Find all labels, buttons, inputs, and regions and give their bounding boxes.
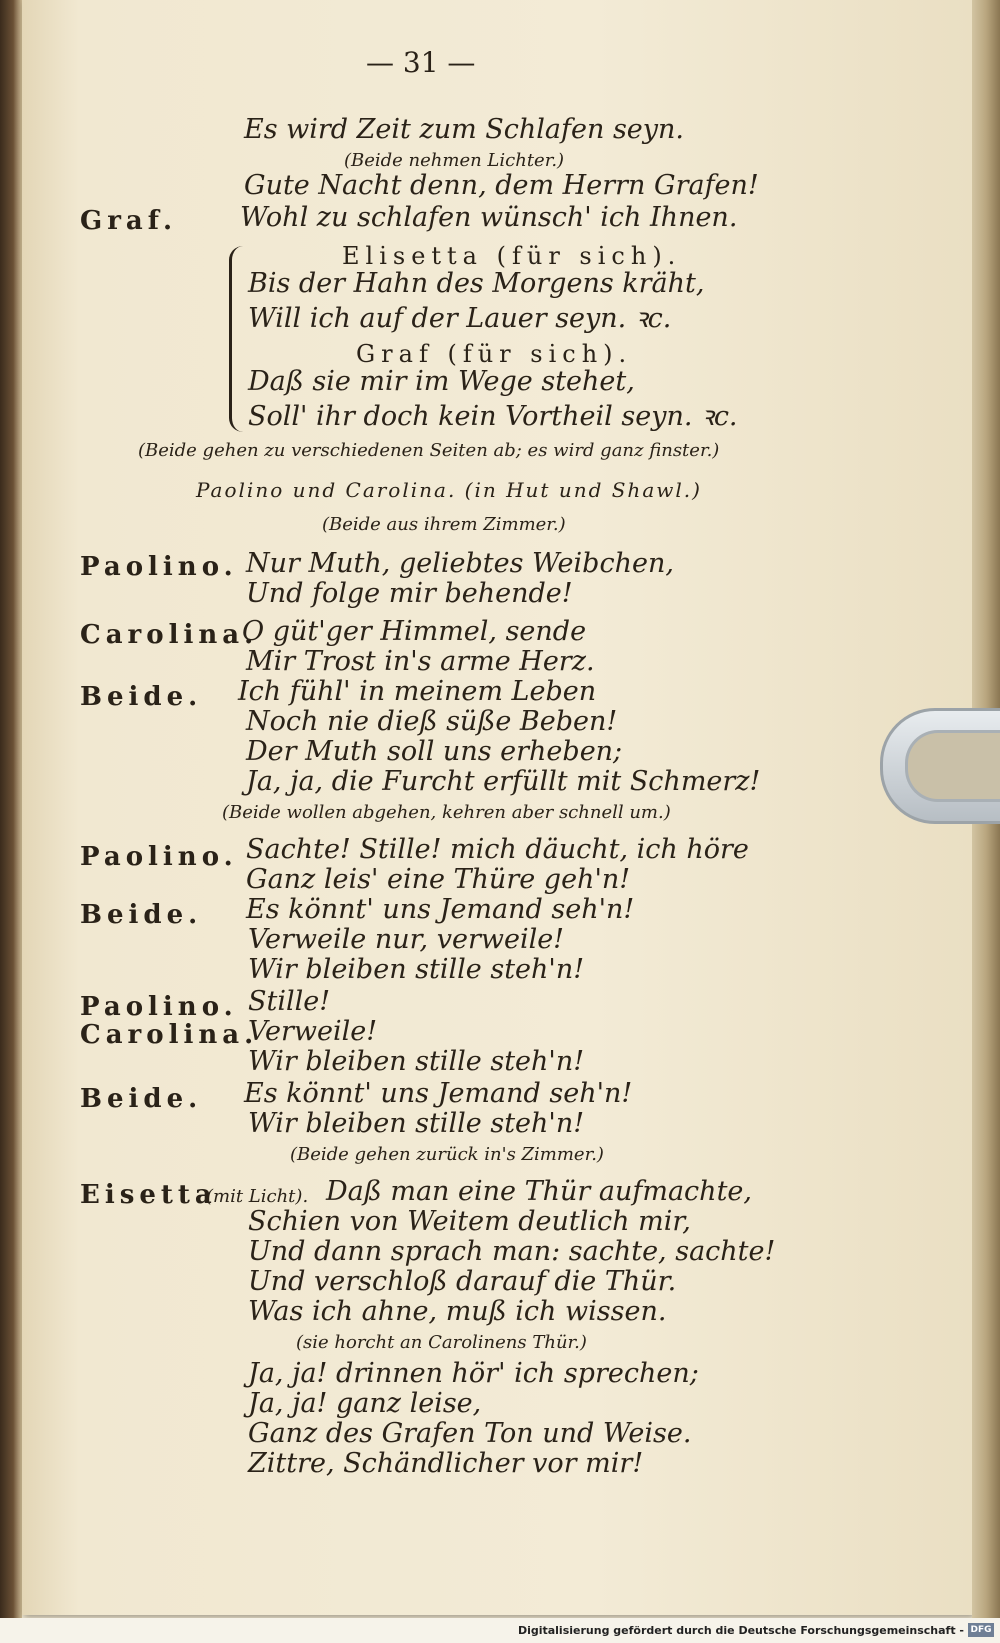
verse-line: Daß man eine Thür aufmachte, [326, 1176, 752, 1207]
verse-line: Der Muth soll uns erheben; [246, 736, 623, 767]
verse-line: Bis der Hahn des Morgens kräht, [248, 268, 705, 299]
page-number: — 31 — [366, 46, 476, 79]
verse-line: Wir bleiben stille steh'n! [248, 1108, 585, 1139]
brace-bracket [229, 246, 246, 432]
verse-line: Schien von Weitem deutlich mir, [248, 1206, 691, 1237]
speaker-label: Paolino. [80, 552, 238, 582]
book-spine [0, 0, 22, 1643]
speaker-label: Beide. [80, 1084, 203, 1114]
stage-direction: Paolino und Carolina. (in Hut und Shawl.) [196, 478, 702, 502]
verse-line: O güt'ger Himmel, sende [242, 616, 587, 647]
speaker-label: Paolino. [80, 842, 238, 872]
stage-direction: (Beide nehmen Lichter.) [344, 150, 565, 171]
verse-line: Wir bleiben stille steh'n! [248, 1046, 585, 1077]
verse-line: Nur Muth, geliebtes Weibchen, [246, 548, 674, 579]
verse-line: Mir Trost in's arme Herz. [246, 646, 595, 677]
verse-line: Ganz des Grafen Ton und Weise. [248, 1418, 692, 1449]
verse-line: Ja, ja, die Furcht erfüllt mit Schmerz! [246, 766, 761, 797]
verse-line: Was ich ahne, muß ich wissen. [248, 1296, 667, 1327]
verse-line: Sachte! Stille! mich däucht, ich höre [246, 834, 749, 865]
speaker-label: Eisetta [80, 1180, 217, 1210]
stage-direction: (Beide gehen zu verschiedenen Seiten ab; es wird ganz finster.) [138, 440, 720, 461]
verse-line: Ich fühl' in meinem Leben [238, 676, 597, 707]
paper-clip-inner [905, 730, 1000, 802]
dfg-logo: DFG [968, 1623, 994, 1637]
verse-line: Verweile nur, verweile! [248, 924, 565, 955]
stage-direction: (mit Licht). [206, 1186, 309, 1207]
digitization-credit: Digitalisierung gefördert durch die Deutsche Forschungsgemeinschaft - [517, 1624, 964, 1637]
speaker-heading: Graf (für sich). [356, 340, 633, 368]
speaker-label: Carolina. [80, 620, 259, 650]
verse-line: Zittre, Schändlicher vor mir! [248, 1448, 644, 1479]
speaker-label: Graf. [80, 206, 178, 236]
verse-line: Und dann sprach man: sachte, sachte! [248, 1236, 776, 1267]
stage-direction: (Beide aus ihrem Zimmer.) [322, 514, 566, 535]
speaker-label: Paolino. [80, 992, 238, 1022]
stage-direction: (Beide gehen zurück in's Zimmer.) [290, 1144, 604, 1165]
verse-line: Noch nie dieß süße Beben! [246, 706, 618, 737]
verse-line: Wohl zu schlafen wünsch' ich Ihnen. [240, 202, 738, 233]
verse-line: Will ich auf der Lauer seyn. ꝛc. [248, 303, 672, 334]
verse-line: Ganz leis' eine Thüre geh'n! [246, 864, 631, 895]
verse-line: Daß sie mir im Wege stehet, [248, 366, 635, 397]
verse-line: Soll' ihr doch kein Vortheil seyn. ꝛc. [248, 401, 738, 432]
verse-line: Es wird Zeit zum Schlafen seyn. [244, 114, 685, 145]
verse-line: Wir bleiben stille steh'n! [248, 954, 585, 985]
verse-line: Stille! [248, 986, 331, 1017]
verse-line: Ja, ja! ganz leise, [248, 1388, 482, 1419]
verse-line: Ja, ja! drinnen hör' ich sprechen; [248, 1358, 699, 1389]
verse-line: Und folge mir behende! [246, 578, 573, 609]
speaker-heading: Elisetta (für sich). [342, 242, 682, 270]
speaker-label: Beide. [80, 682, 203, 712]
speaker-label: Carolina. [80, 1020, 259, 1050]
stage-direction: (Beide wollen abgehen, kehren aber schnell um.) [222, 802, 671, 823]
stage-direction: (sie horcht an Carolinens Thür.) [296, 1332, 587, 1353]
verse-line: Es könnt' uns Jemand seh'n! [244, 1078, 633, 1109]
speaker-label: Beide. [80, 900, 203, 930]
verse-line: Und verschloß darauf die Thür. [248, 1266, 677, 1297]
verse-line: Es könnt' uns Jemand seh'n! [246, 894, 635, 925]
verse-line: Gute Nacht denn, dem Herrn Grafen! [244, 170, 759, 201]
verse-line: Verweile! [248, 1016, 378, 1047]
